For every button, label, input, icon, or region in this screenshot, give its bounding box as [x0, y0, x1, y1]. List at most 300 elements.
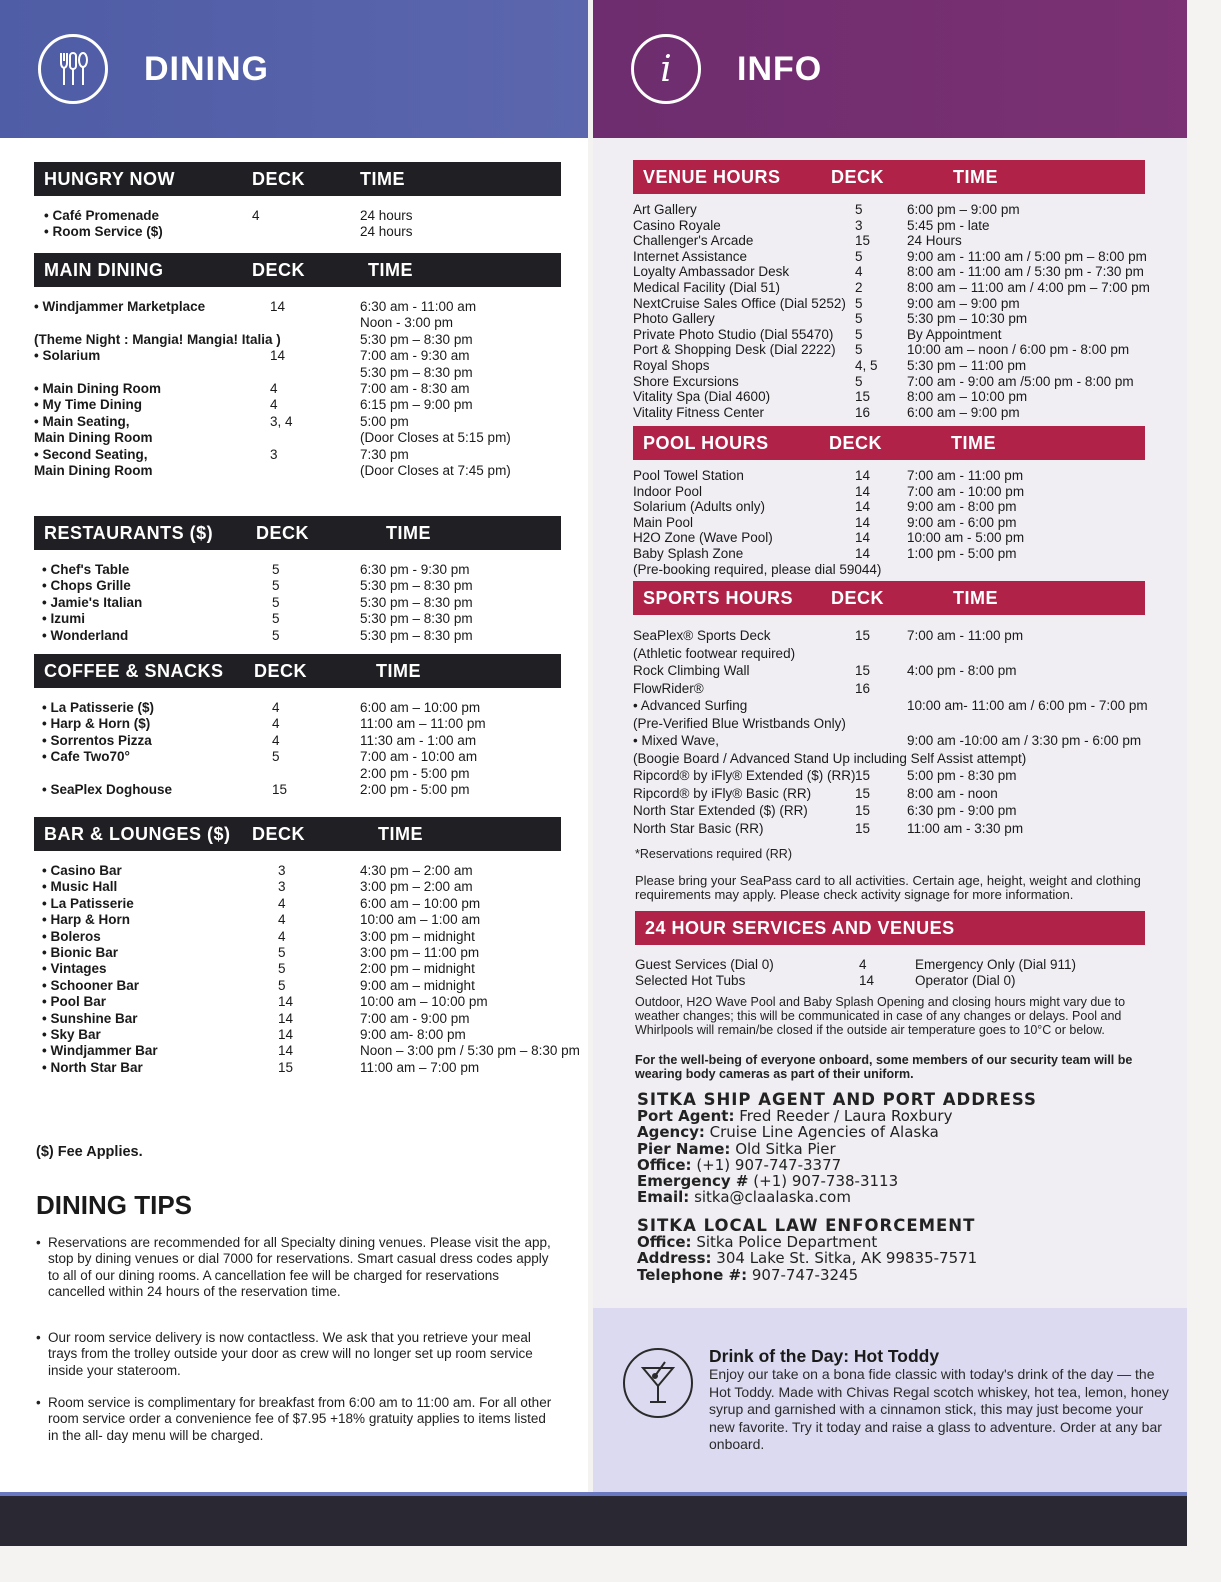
contact-value: 304 Lake St. Sitka, AK 99835-7571: [716, 1249, 978, 1268]
time-value: 6:30 pm - 9:30 pm: [360, 562, 470, 577]
venue-name: • La Patisserie ($): [42, 700, 155, 715]
table-row: [34, 611, 561, 627]
table-row: [633, 662, 1145, 680]
venue-name: • Izumi: [42, 611, 85, 627]
column-header: DECK: [252, 823, 306, 844]
time-value: 10:00 am – 1:00 am: [360, 912, 481, 928]
time-value: 9:00 am- 8:00 pm: [360, 1026, 466, 1042]
table-row: [34, 700, 561, 716]
table-header: [34, 516, 561, 550]
venue-name: (Pre-booking required, please dial 59044): [633, 561, 882, 577]
venue-name: Ripcord® by iFly® Basic (RR): [633, 785, 812, 801]
cocktail-glass-icon: [623, 1348, 693, 1418]
deck-value: 4: [270, 380, 278, 396]
footer-bar: [0, 1496, 1187, 1546]
time-value: 6:00 pm – 9:00 pm: [907, 202, 1020, 217]
column-header: TIME: [376, 660, 421, 681]
table-row: [34, 208, 561, 224]
service-name: Selected Hot Tubs: [635, 972, 746, 988]
venue-name: • Windjammer Bar: [42, 1043, 158, 1059]
time-value: 7:00 am - 8:30 am: [360, 380, 470, 396]
table-row: [34, 716, 561, 732]
venue-name: • North Star Bar: [42, 1059, 143, 1075]
venue-name: Rock Climbing Wall: [633, 663, 750, 678]
time-value: 7:00 am - 11:00 pm: [907, 468, 1024, 483]
time-value: 5:30 pm – 10:30 pm: [907, 311, 1028, 327]
venue-name: • Main Seating,: [34, 413, 130, 429]
drink-description: Enjoy our take on a bona fide classic with today's drink of the day — the Hot Toddy. Made with Chivas Regal scotch whiskey, hot tea, lemon, honey syrup and garnished with a cinnamon stick, this may just become your new favorite. Try it today and raise a glass to adventure. Order at any bar onboard.: [709, 1366, 1169, 1452]
dining-tip-1: • Reservations are recommended for all Specialty dining venues. Please visit the app, stop by dining venues or dial 7000 for reservations. Smart casual dress codes apply to all of our dining rooms. A cancellation fee will be charged for reservations cancelled within 24 hours of the reservation time.: [36, 1235, 551, 1299]
venue-name: • Jamie's Italian: [42, 594, 143, 610]
contact-value: sitka@claalaska.com: [694, 1188, 851, 1207]
venue-name: Baby Splash Zone: [633, 545, 744, 561]
deck-value: 5: [855, 326, 863, 342]
contact-line: [637, 1173, 1037, 1189]
contact-value: Fred Reeder / Laura Roxbury: [739, 1107, 953, 1126]
column-header: VENUE HOURS: [643, 166, 781, 187]
table-row: [34, 381, 561, 397]
seapass-note: Please bring your SeaPass card to all activities. Certain age, height, weight and clothing requirements may apply. Please check activity signage for more information.: [635, 873, 1141, 902]
table-row: [34, 978, 561, 994]
venue-name: • Advanced Surfing: [633, 698, 748, 713]
deck-value: 2: [855, 279, 863, 295]
deck-value: 14: [859, 972, 875, 988]
contact-label: Emergency #: [637, 1172, 749, 1191]
venue-name: • Wonderland: [42, 627, 129, 643]
weather-note: Outdoor, H2O Wave Pool and Baby Splash Opening and closing hours might vary due to weather changes; this will be communicated in case of any changes or delays. Pool and Whirlpools will remain/be closed if the outside air temperature goes to 10°C or below.: [635, 995, 1126, 1037]
table-row: [34, 1043, 580, 1059]
contact-line: [637, 1124, 1037, 1140]
deck-value: 5: [855, 202, 863, 217]
table-header: [34, 162, 561, 196]
column-header: TIME: [953, 166, 998, 187]
time-value: 2:00 pm - 5:00 pm: [360, 765, 470, 781]
time-value: 6:15 pm – 9:00 pm: [360, 397, 473, 413]
ship-agent-info: [637, 1092, 1037, 1205]
law-title: SITKA LOCAL LAW ENFORCEMENT: [637, 1216, 976, 1235]
time-value: 5:45 pm - late: [907, 217, 990, 233]
venue-name: • SeaPlex Doghouse: [42, 781, 173, 797]
time-value: 5:30 pm – 8:30 pm: [360, 611, 473, 627]
deck-value: 14: [855, 483, 871, 499]
dining-tips-title: DINING TIPS: [36, 1190, 193, 1220]
venue-name: • La Patisserie: [42, 895, 134, 911]
contact-value: (+1) 907-747-3377: [696, 1155, 842, 1174]
contact-label: Agency:: [637, 1123, 705, 1142]
table-row: [633, 546, 1145, 562]
24-hour-services: [635, 911, 1145, 988]
table-header: [633, 426, 1145, 460]
venue-name: Ripcord® by iFly® Extended ($) (RR): [633, 768, 856, 783]
table-row: [633, 264, 1145, 280]
venue-name: (Pre-Verified Blue Wristbands Only): [633, 715, 846, 731]
table-row: [34, 994, 561, 1010]
services-header: 24 HOUR SERVICES AND VENUES: [635, 911, 1145, 945]
deck-value: 5: [855, 342, 863, 358]
table-row: [34, 299, 561, 315]
sports-hours-table: [633, 581, 1148, 837]
time-value: By Appointment: [907, 326, 1002, 342]
venue-name: NextCruise Sales Office (Dial 5252): [633, 295, 846, 311]
time-value: 7:00 am - 9:00 pm: [360, 1010, 470, 1026]
venue-name: Indoor Pool: [633, 483, 703, 499]
time-value: 6:30 am - 11:00 am: [360, 299, 477, 314]
deck-value: 3, 4: [270, 413, 293, 429]
venue-name: Shore Excursions: [633, 373, 739, 389]
table-row: [34, 896, 561, 912]
hungry-now-table: [34, 162, 561, 241]
time-value: 7:00 am - 9:30 am: [360, 348, 470, 364]
deck-value: 14: [278, 1043, 294, 1059]
venue-name: Main Dining Room: [34, 462, 153, 478]
table-row: [34, 749, 561, 765]
table-row: [633, 820, 1145, 838]
contact-value: Cruise Line Agencies of Alaska: [709, 1123, 939, 1142]
deck-value: 5: [855, 295, 863, 311]
table-row: [34, 447, 561, 463]
contact-line: [637, 1157, 1037, 1173]
column-header: DECK: [829, 432, 883, 453]
table-row: [633, 802, 1145, 820]
time-value: 24 Hours: [907, 233, 962, 249]
column-header: TIME: [951, 432, 996, 453]
table-row: [633, 389, 1145, 405]
contact-value: 907-747-3245: [751, 1265, 859, 1284]
info-title: INFO: [737, 49, 823, 88]
venue-name: • My Time Dining: [34, 397, 142, 413]
venue-name: Port & Shopping Desk (Dial 2222): [633, 342, 836, 358]
venue-name: Loyalty Ambassador Desk: [633, 264, 790, 280]
venue-name: • Sky Bar: [42, 1026, 101, 1042]
venue-name: Medical Facility (Dial 51): [633, 279, 781, 295]
deck-value: 15: [855, 389, 871, 405]
venue-name: North Star Basic (RR): [633, 820, 764, 836]
venue-name: Main Pool: [633, 514, 694, 530]
deck-value: 14: [855, 468, 871, 483]
table-row: [633, 627, 1145, 645]
table-row: [633, 218, 1145, 234]
venue-name: • Windjammer Marketplace: [34, 299, 206, 314]
time-value: 3:00 pm – 11:00 pm: [360, 944, 480, 960]
main-dining-table: [34, 253, 561, 479]
time-value: 5:00 pm - 8:30 pm: [907, 768, 1017, 783]
time-value: Noon – 3:00 pm / 5:30 pm – 8:30 pm: [360, 1043, 580, 1059]
table-row: [633, 233, 1145, 249]
time-value: 11:00 am – 11:00 pm: [360, 716, 486, 732]
deck-value: 4: [859, 957, 867, 972]
venue-name: Solarium (Adults only): [633, 499, 766, 515]
column-header: DECK: [252, 168, 306, 189]
venue-name: North Star Extended ($) (RR): [633, 803, 808, 818]
time-value: 7:30 pm: [360, 446, 409, 462]
table-row: [34, 463, 561, 479]
deck-value: 5: [855, 248, 863, 264]
deck-value: 15: [855, 663, 871, 678]
deck-value: 3: [278, 863, 286, 878]
time-value: 2:00 pm - 5:00 pm: [360, 781, 470, 797]
table-row: [34, 414, 561, 430]
table-row: [635, 957, 1145, 973]
venue-name: • Solarium: [34, 348, 101, 364]
deck-value: 5: [278, 944, 286, 960]
time-value: 8:00 am – 10:00 pm: [907, 389, 1028, 405]
deck-value: 4: [855, 264, 863, 280]
venue-name: (Boogie Board / Advanced Stand Up including Self Assist attempt): [633, 750, 1027, 766]
table-row: [633, 715, 1145, 733]
column-header: DECK: [831, 166, 885, 187]
time-value: Noon - 3:00 pm: [360, 315, 454, 331]
deck-value: 4: [270, 397, 278, 413]
deck-value: 14: [278, 994, 294, 1010]
column-header: COFFEE & SNACKS: [44, 660, 224, 681]
time-value: 7:00 am - 10:00 am: [360, 749, 478, 765]
deck-value: 4: [252, 208, 260, 223]
contact-label: Office:: [637, 1233, 692, 1252]
table-row: [633, 468, 1145, 484]
venue-name: Private Photo Studio (Dial 55470): [633, 326, 834, 342]
table-row: [34, 1060, 561, 1076]
deck-value: 4, 5: [855, 357, 878, 373]
time-value: 5:30 pm – 8:30 pm: [360, 578, 473, 594]
table-row: [34, 348, 561, 364]
law-enforcement-info: [637, 1218, 977, 1283]
deck-value: 5: [272, 594, 280, 610]
column-header: DECK: [831, 587, 885, 608]
deck-value: 5: [855, 311, 863, 327]
table-row: [34, 628, 561, 644]
info-icon: i: [631, 34, 701, 104]
table-row: [633, 342, 1145, 358]
column-header: TIME: [386, 522, 431, 543]
time-value: 9:00 am -10:00 am / 3:30 pm - 6:00 pm: [907, 733, 1142, 748]
time-value: 11:00 am – 7:00 pm: [360, 1059, 480, 1075]
time-value: 7:00 am - 11:00 pm: [907, 628, 1024, 643]
time-value: 6:00 am – 10:00 pm: [360, 700, 481, 715]
time-value: 5:30 pm – 11:00 pm: [907, 357, 1027, 373]
venue-name: • Casino Bar: [42, 863, 122, 878]
time-value: 10:00 am- 11:00 am / 6:00 pm - 7:00 pm: [907, 698, 1148, 713]
venue-name: Royal Shops: [633, 357, 710, 373]
time-value: 5:30 pm – 8:30 pm: [360, 627, 473, 643]
time-value: 4:00 pm - 8:00 pm: [907, 663, 1017, 678]
contact-value: (+1) 907-738-3113: [753, 1172, 899, 1191]
deck-value: 3: [855, 217, 863, 233]
reservations-note: *Reservations required (RR): [635, 847, 793, 861]
table-row: [633, 374, 1145, 390]
table-row: [633, 732, 1145, 750]
contact-line: [637, 1141, 1037, 1157]
table-row: [34, 578, 561, 594]
venue-name: • Mixed Wave,: [633, 733, 719, 748]
table-header: [633, 581, 1145, 615]
venue-name: • Sorrentos Pizza: [42, 732, 152, 748]
deck-value: 3: [270, 446, 278, 462]
table-row: [633, 296, 1145, 312]
time-value: 11:30 am - 1:00 am: [360, 732, 477, 748]
table-row: [633, 405, 1145, 421]
table-row: [633, 358, 1145, 374]
table-row: [633, 697, 1148, 715]
column-header: POOL HOURS: [643, 432, 769, 453]
deck-value: 4: [278, 912, 286, 928]
time-value: 10:00 am – noon / 6:00 pm - 8:00 pm: [907, 342, 1130, 358]
agent-title: SITKA SHIP AGENT AND PORT ADDRESS: [637, 1090, 1037, 1109]
deck-value: 4: [272, 716, 280, 732]
deck-value: 15: [278, 1059, 294, 1075]
time-value: 5:30 pm – 8:30 pm: [360, 594, 473, 610]
deck-value: 14: [855, 545, 871, 561]
venue-name: • Harp & Horn: [42, 912, 130, 928]
cutlery-icon: [38, 34, 108, 104]
venue-name: Vitality Fitness Center: [633, 404, 765, 420]
table-row: [34, 945, 561, 961]
contact-label: Office:: [637, 1155, 692, 1174]
deck-value: 5: [272, 627, 280, 643]
table-row: [34, 733, 561, 749]
time-value: 10:00 am – 10:00 pm: [360, 994, 488, 1010]
venue-name: • Cafe Two70°: [42, 749, 130, 765]
venue-hours-table: [633, 160, 1150, 420]
contact-label: Telephone #:: [637, 1265, 748, 1284]
table-row: [34, 782, 561, 798]
deck-value: 5: [278, 961, 286, 977]
table-row: [633, 484, 1145, 500]
deck-value: 14: [855, 514, 871, 530]
venue-name: Internet Assistance: [633, 248, 748, 264]
venue-name: • Chops Grille: [42, 578, 131, 594]
time-value: 9:00 am - 6:00 pm: [907, 514, 1017, 530]
column-header: RESTAURANTS ($): [44, 522, 214, 543]
column-header: SPORTS HOURS: [643, 587, 794, 608]
deck-value: 15: [855, 820, 871, 836]
contact-value: Old Sitka Pier: [735, 1139, 836, 1158]
dining-tip-3: • Room service is complimentary for breakfast from 6:00 am to 11:00 am. For all other room service order a convenience fee of $7.95 +18% gratuity applies to items listed in the all- day menu will be charged.: [36, 1395, 552, 1443]
venue-name: Photo Gallery: [633, 311, 715, 327]
contact-label: Port Agent:: [637, 1107, 735, 1126]
table-row: [633, 530, 1145, 546]
venue-name: SeaPlex® Sports Deck: [633, 628, 771, 643]
column-header: TIME: [378, 823, 423, 844]
time-value: 3:00 pm – midnight: [360, 928, 475, 944]
time-value: 4:30 pm – 2:00 am: [360, 863, 473, 878]
deck-value: 15: [855, 803, 871, 818]
column-header: TIME: [360, 168, 405, 189]
table-row: [633, 767, 1145, 785]
column-header: MAIN DINING: [44, 259, 164, 280]
table-row: [34, 224, 561, 240]
column-header: DECK: [256, 522, 310, 543]
venue-name: Main Dining Room: [34, 430, 153, 446]
time-value: 3:00 pm – 2:00 am: [360, 879, 473, 895]
venue-name: • Second Seating,: [34, 446, 148, 462]
time-value: 9:00 am – midnight: [360, 977, 475, 993]
time-value: 8:00 am – 11:00 am / 4:00 pm – 7:00 pm: [907, 279, 1150, 295]
deck-value: 15: [272, 781, 288, 797]
table-row: [34, 879, 561, 895]
venue-name: • Café Promenade: [44, 208, 160, 223]
deck-value: 16: [855, 680, 871, 696]
venue-name: • Pool Bar: [42, 994, 106, 1010]
table-row: [633, 202, 1145, 218]
deck-value: 4: [272, 700, 280, 715]
time-value: 11:00 am - 3:30 pm: [907, 820, 1024, 836]
security-note: For the well-being of everyone onboard, some members of our security team will be wearing body cameras as part of their uniform.: [635, 1053, 1133, 1081]
deck-value: 15: [855, 768, 871, 783]
drink-title: Drink of the Day: Hot Toddy: [709, 1346, 940, 1366]
venue-name: (Athletic footwear required): [633, 645, 796, 661]
venue-name: • Main Dining Room: [34, 380, 161, 396]
table-row: [34, 315, 561, 331]
table-header: [34, 654, 561, 688]
deck-value: 5: [855, 373, 863, 389]
deck-value: 5: [278, 977, 286, 993]
deck-value: 3: [278, 879, 286, 895]
deck-value: 14: [278, 1026, 294, 1042]
time-value: 7:00 am - 10:00 pm: [907, 483, 1025, 499]
deck-value: 15: [855, 785, 871, 801]
venue-name: • Bionic Bar: [42, 944, 118, 960]
contact-line: [637, 1267, 977, 1283]
drink-of-the-day-panel: [593, 1308, 1187, 1496]
time-value: 8:00 am - noon: [907, 785, 998, 801]
venue-name: Vitality Spa (Dial 4600): [633, 389, 771, 405]
pool-hours-table: [633, 426, 1145, 577]
bar-lounges-table: [34, 817, 580, 1076]
deck-value: 16: [855, 404, 871, 420]
table-row: [34, 562, 561, 578]
fee-note: ($) Fee Applies.: [36, 1144, 143, 1160]
time-value: 9:00 am - 11:00 am / 5:00 pm – 8:00 pm: [907, 248, 1147, 264]
dining-tip-2: • Our room service delivery is now contactless. We ask that you retrieve your meal trays from the trolley outside your door as crew will no longer set up room service inside your stateroom.: [36, 1330, 533, 1378]
time-value: 10:00 am - 5:00 pm: [907, 530, 1025, 546]
table-row: [34, 397, 561, 413]
contact-line: [637, 1250, 977, 1266]
table-row: [633, 562, 1145, 578]
contact-label: Address:: [637, 1249, 712, 1268]
column-header: DECK: [254, 660, 308, 681]
column-header: TIME: [953, 587, 998, 608]
deck-value: 5: [272, 749, 280, 765]
time-value: (Door Closes at 5:15 pm): [360, 430, 511, 446]
deck-value: 14: [270, 348, 286, 364]
deck-value: 15: [855, 628, 871, 643]
venue-name: Pool Towel Station: [633, 468, 744, 483]
table-row: [34, 332, 561, 348]
dining-title: DINING: [144, 49, 269, 88]
venue-name: • Sunshine Bar: [42, 1010, 138, 1026]
deck-value: 14: [855, 530, 871, 546]
contact-label: Email:: [637, 1188, 690, 1207]
contact-value: Sitka Police Department: [696, 1233, 878, 1252]
table-row: [633, 750, 1145, 768]
venue-name: • Harp & Horn ($): [42, 716, 151, 732]
deck-value: 14: [270, 299, 286, 314]
time-value: 9:00 am – 9:00 pm: [907, 295, 1020, 311]
time-value: 24 hours: [360, 224, 413, 240]
venue-name: (Theme Night : Mangia! Mangia! Italia ): [34, 331, 281, 347]
venue-name: • Music Hall: [42, 879, 118, 895]
table-row: [34, 766, 561, 782]
time-value: 2:00 pm – midnight: [360, 961, 475, 977]
venue-name: • Chef's Table: [42, 562, 130, 577]
time-value: (Door Closes at 7:45 pm): [360, 462, 511, 478]
deck-value: 15: [855, 233, 871, 249]
contact-line: [637, 1234, 977, 1250]
time-value: 6:00 am – 10:00 pm: [360, 895, 481, 911]
table-row: [633, 311, 1145, 327]
time-value: 8:00 am - 11:00 am / 5:30 pm - 7:30 pm: [907, 264, 1144, 280]
time-value: 7:00 am - 9:00 am /5:00 pm - 8:00 pm: [907, 373, 1134, 389]
